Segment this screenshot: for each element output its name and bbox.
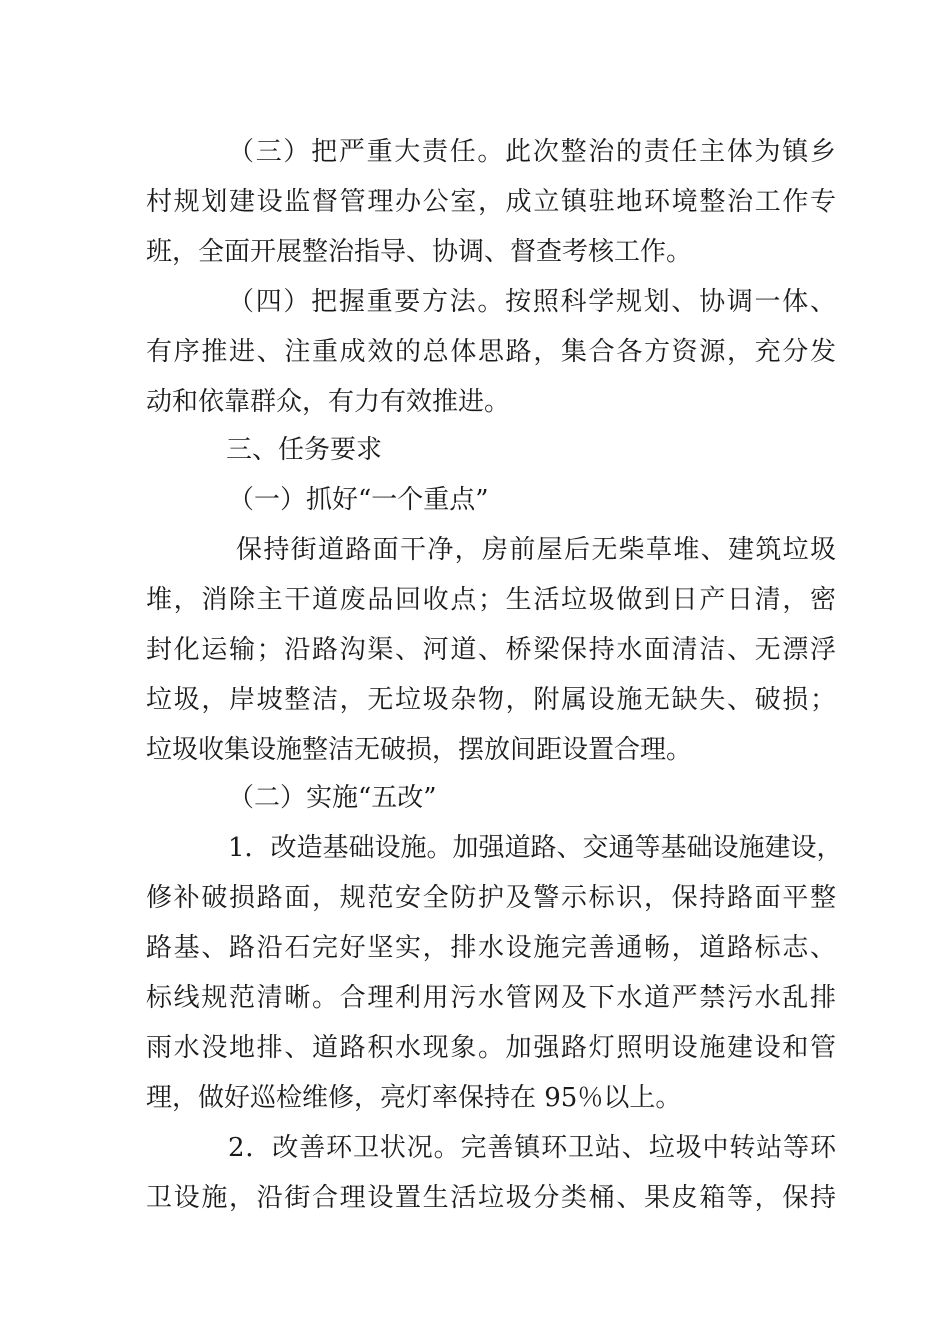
paragraph-line: 保持街道路面干净，房前屋后无柴草堆、建筑垃圾: [236, 535, 836, 565]
paragraph-line: 标线规范清晰。合理利用污水管网及下水道严禁污水乱排: [146, 983, 836, 1013]
paragraph-line: 村规划建设监督管理办公室，成立镇驻地环境整治工作专: [146, 187, 836, 217]
paragraph-line: 1．改造基础设施。加强道路、交通等基础设施建设，: [228, 833, 843, 863]
paragraph-line: 班，全面开展整治指导、协调、督查考核工作。: [146, 237, 693, 267]
section-heading: 三、任务要求: [226, 435, 383, 465]
paragraph-line: 垃圾收集设施整洁无破损，摆放间距设置合理。: [146, 735, 693, 765]
paragraph-line: （三）把严重大责任。此次整治的责任主体为镇乡: [228, 137, 836, 167]
subsection-heading: （一）抓好“一个重点”: [228, 485, 489, 515]
paragraph-line: 堆，消除主干道废品回收点；生活垃圾做到日产日清，密: [146, 585, 836, 615]
paragraph-line: （四）把握重要方法。按照科学规划、协调一体、: [228, 287, 836, 317]
paragraph-line: 理，做好巡检维修，亮灯率保持在 95％以上。: [146, 1083, 682, 1113]
paragraph-line: 修补破损路面，规范安全防护及警示标识，保持路面平整: [146, 883, 836, 913]
paragraph-line: 卫设施，沿街合理设置生活垃圾分类桶、果皮箱等，保持: [146, 1183, 836, 1213]
paragraph-line: 封化运输；沿路沟渠、河道、桥梁保持水面清洁、无漂浮: [146, 635, 836, 665]
paragraph-line: 有序推进、注重成效的总体思路，集合各方资源，充分发: [146, 337, 836, 367]
paragraph-line: 雨水没地排、道路积水现象。加强路灯照明设施建设和管: [146, 1033, 836, 1063]
subsection-heading: （二）实施“五改”: [228, 783, 437, 813]
paragraph-line: 2．改善环卫状况。完善镇环卫站、垃圾中转站等环: [228, 1133, 836, 1163]
paragraph-line: 动和依靠群众，有力有效推进。: [146, 387, 511, 417]
paragraph-line: 路基、路沿石完好坚实，排水设施完善通畅，道路标志、: [146, 933, 836, 963]
paragraph-line: 垃圾，岸坡整洁，无垃圾杂物，附属设施无缺失、破损；: [146, 685, 836, 715]
